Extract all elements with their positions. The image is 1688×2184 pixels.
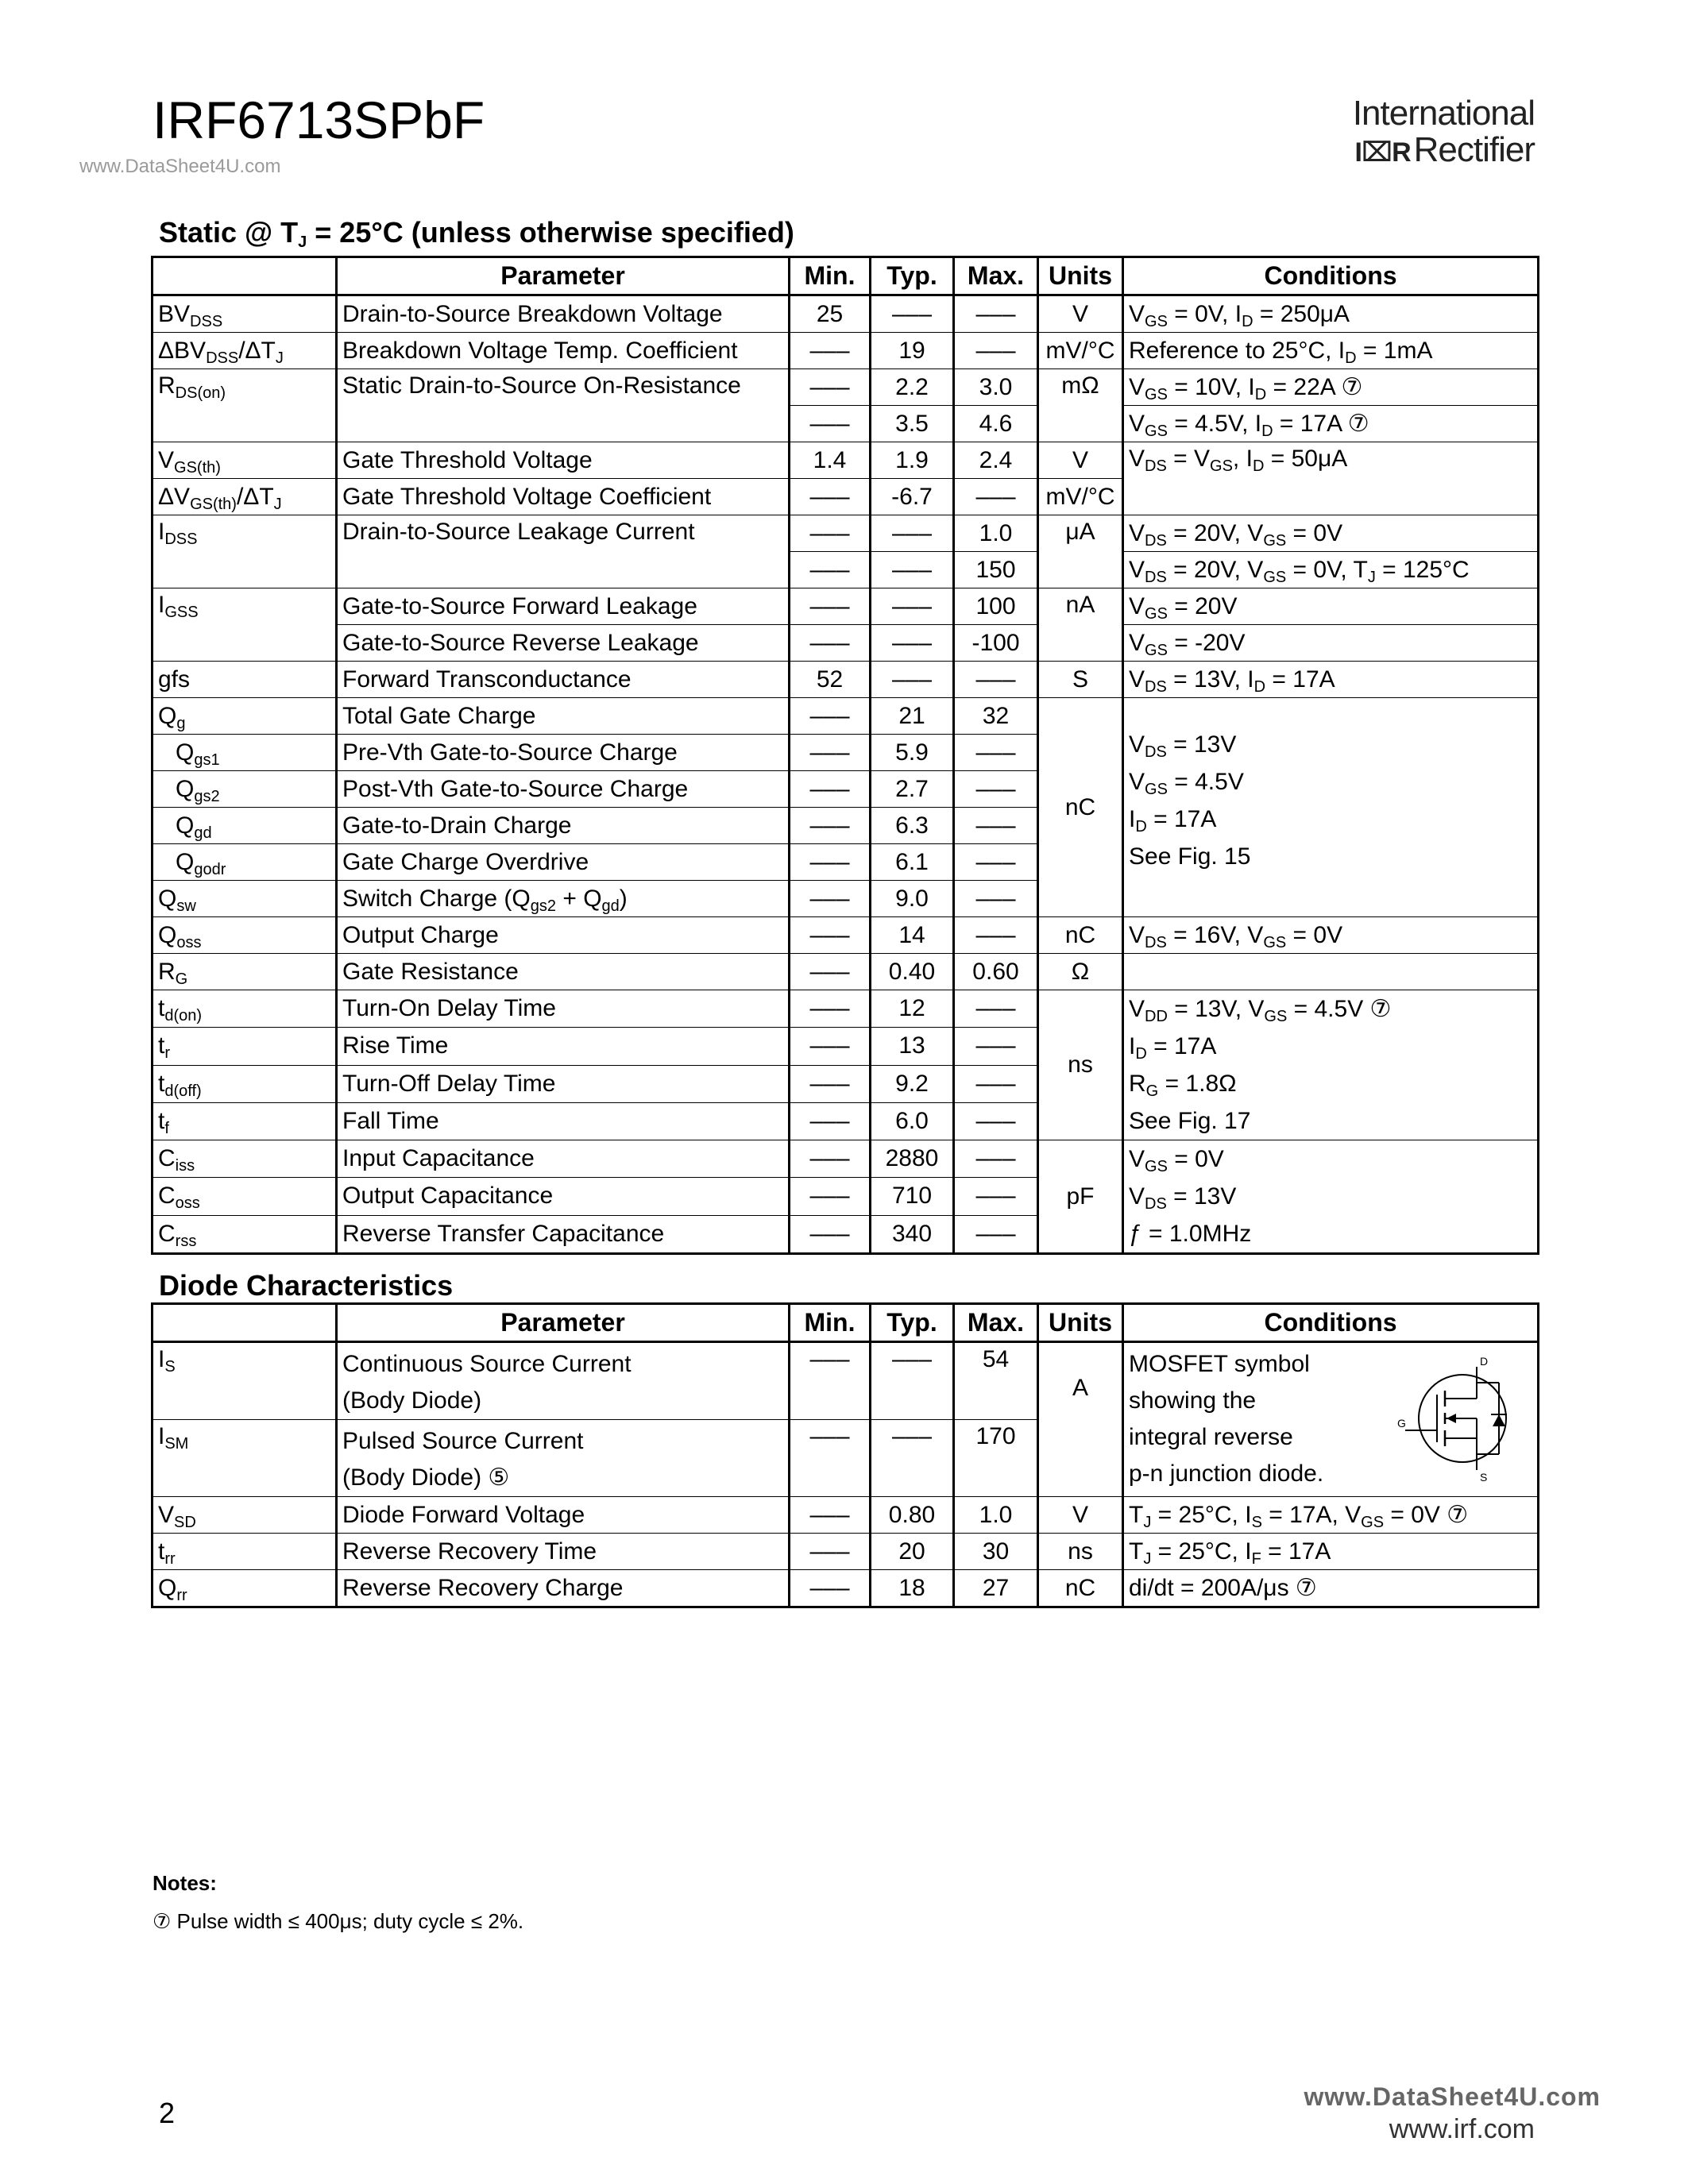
min-cell: –––	[790, 1570, 871, 1607]
page-number: 2	[159, 2097, 176, 2129]
min-cell: –––	[790, 479, 871, 515]
typ-cell: –––	[871, 515, 954, 552]
header-typ: Typ.	[871, 1304, 954, 1342]
condition-cell: di/dt = 200A/μs ⑦	[1123, 1570, 1539, 1607]
note-item: ⑦ Pulse width ≤ 400μs; duty cycle ≤ 2%.	[153, 1909, 524, 1933]
typ-cell: 3.5	[871, 406, 954, 442]
max-cell: –––	[954, 662, 1038, 698]
parameter-cell: Drain-to-Source Breakdown Voltage	[337, 295, 790, 333]
table-row	[153, 1570, 1539, 1607]
symbol-cell: $Q_{gs2}$	[153, 771, 337, 808]
min-cell: –––	[790, 808, 871, 844]
max-cell: 2.4	[954, 442, 1038, 479]
max-cell: -100	[954, 625, 1038, 662]
max-cell: –––	[954, 808, 1038, 844]
min-cell: 52	[790, 662, 871, 698]
website-link[interactable]: www.irf.com	[1389, 2114, 1535, 2144]
min-cell: –––	[790, 1102, 871, 1140]
min-cell: –––	[790, 735, 871, 771]
condition-cell: $V_{GS} = 10V$, $I_D = 22A$ ⑦	[1123, 369, 1539, 406]
max-cell: –––	[954, 479, 1038, 515]
table-row	[153, 625, 1539, 662]
parameter-cell: Post-Vth Gate-to-Source Charge	[337, 771, 790, 808]
max-cell: –––	[954, 1215, 1038, 1253]
max-cell: –––	[954, 295, 1038, 333]
typ-cell: 12	[871, 990, 954, 1028]
unit-cell: Ω	[1038, 954, 1123, 990]
condition-cell: $T_J = 25^\circ C$, $I_F = 17A$	[1123, 1534, 1539, 1570]
min-cell: –––	[790, 917, 871, 954]
unit-cell: nC	[1038, 1570, 1123, 1607]
max-cell: 1.0	[954, 515, 1038, 552]
parameter-cell: Reverse Transfer Capacitance	[337, 1215, 790, 1253]
min-cell: –––	[790, 1420, 871, 1497]
part-number-title: IRF6713SPbF	[153, 91, 485, 149]
min-cell: –––	[790, 588, 871, 625]
logo-rectifier-word: Rectifier	[1413, 130, 1535, 170]
min-cell: –––	[790, 1178, 871, 1215]
unit-cell: S	[1038, 662, 1123, 698]
max-cell: –––	[954, 771, 1038, 808]
unit-cell: nC	[1038, 917, 1123, 954]
header-units: Units	[1038, 257, 1123, 295]
max-cell: –––	[954, 881, 1038, 917]
typ-cell: 0.40	[871, 954, 954, 990]
source-label: S	[1480, 1471, 1488, 1484]
min-cell: –––	[790, 881, 871, 917]
condition-cell: $T_J = 25^\circ C$, $I_S = 17A$, $V_{GS} = 0V$ ⑦	[1123, 1497, 1539, 1534]
symbol-cell: $V_{SD}$	[153, 1497, 337, 1534]
typ-cell: 9.0	[871, 881, 954, 917]
symbol-cell: $Q_{oss}$	[153, 917, 337, 954]
table-header-row	[153, 257, 1539, 295]
min-cell: –––	[790, 406, 871, 442]
header-conditions: Conditions	[1123, 1304, 1539, 1342]
ior-logo-mark: I⌧R	[1354, 137, 1411, 168]
unit-cell: nC	[1038, 698, 1123, 917]
typ-cell: 2.7	[871, 771, 954, 808]
min-cell: –––	[790, 552, 871, 588]
max-cell: 100	[954, 588, 1038, 625]
header-units: Units	[1038, 1304, 1123, 1342]
parameter-cell: Output Charge	[337, 917, 790, 954]
symbol-cell: $I_{SM}$	[153, 1420, 337, 1497]
condition-cell	[1123, 954, 1539, 990]
static-section-title: Static @ $T_J = 25^\circ C$ (unless otherwise specified)	[159, 216, 794, 251]
min-cell: –––	[790, 844, 871, 881]
parameter-cell: Breakdown Voltage Temp. Coefficient	[337, 333, 790, 369]
unit-cell: mV/°C	[1038, 479, 1123, 515]
max-cell: –––	[954, 844, 1038, 881]
symbol-cell: $R_G$	[153, 954, 337, 990]
typ-cell: -6.7	[871, 479, 954, 515]
watermark-bottom[interactable]: www.DataSheet4U.com	[1304, 2082, 1601, 2111]
header-symbol	[153, 1304, 337, 1342]
typ-cell: –––	[871, 588, 954, 625]
header-max: Max.	[954, 257, 1038, 295]
typ-cell: 18	[871, 1570, 954, 1607]
notes-title: Notes:	[153, 1871, 217, 1895]
typ-cell: –––	[871, 662, 954, 698]
typ-cell: 14	[871, 917, 954, 954]
header-typ: Typ.	[871, 257, 954, 295]
parameter-cell: Input Capacitance	[337, 1140, 790, 1178]
max-cell: –––	[954, 1028, 1038, 1065]
unit-cell: V	[1038, 295, 1123, 333]
header-min: Min.	[790, 257, 871, 295]
condition-cell: $V_{GS} = 0V$ $V_{DS} = 13V$ ƒ = 1.0MHz	[1123, 1140, 1539, 1254]
parameter-cell: Rise Time	[337, 1028, 790, 1065]
parameter-cell: Reverse Recovery Charge	[337, 1570, 790, 1607]
min-cell: –––	[790, 1140, 871, 1178]
min-cell: –––	[790, 954, 871, 990]
max-cell: 27	[954, 1570, 1038, 1607]
parameter-cell: Turn-On Delay Time	[337, 990, 790, 1028]
logo-line-rectifier	[1353, 132, 1535, 168]
max-cell: –––	[954, 1102, 1038, 1140]
parameter-cell: Pre-Vth Gate-to-Source Charge	[337, 735, 790, 771]
table-row	[153, 1497, 1539, 1534]
logo-line-international: International	[1352, 94, 1535, 133]
max-cell: 3.0	[954, 369, 1038, 406]
typ-cell: 9.2	[871, 1065, 954, 1102]
parameter-cell: Gate Resistance	[337, 954, 790, 990]
symbol-cell: $t_{d(off)}$	[153, 1065, 337, 1102]
symbol-cell: $R_{DS(on)}$	[153, 369, 337, 442]
symbol-cell: $C_{iss}$	[153, 1140, 337, 1178]
table-row	[153, 1140, 1539, 1178]
unit-cell: A	[1038, 1342, 1123, 1497]
condition-cell: $V_{DS} = 20V$, $V_{GS} = 0V$, $T_J = 125^\circ C$	[1123, 552, 1539, 588]
min-cell: 1.4	[790, 442, 871, 479]
condition-cell: Reference to 25°C, $I_D = 1mA$	[1123, 333, 1539, 369]
parameter-cell: Drain-to-Source Leakage Current	[337, 515, 790, 588]
static-characteristics-table	[151, 256, 1539, 1255]
symbol-cell: $C_{oss}$	[153, 1178, 337, 1215]
condition-cell: $V_{DS} = 20V$, $V_{GS} = 0V$	[1123, 515, 1539, 552]
table-row	[153, 333, 1539, 369]
min-cell: –––	[790, 990, 871, 1028]
symbol-cell: $BV_{DSS}$	[153, 295, 337, 333]
diode-section-title: Diode Characteristics	[159, 1269, 454, 1302]
max-cell: –––	[954, 1178, 1038, 1215]
min-cell: –––	[790, 1215, 871, 1253]
symbol-cell: $t_r$	[153, 1028, 337, 1065]
unit-cell: mV/°C	[1038, 333, 1123, 369]
typ-cell: 0.80	[871, 1497, 954, 1534]
table-header-row	[153, 1304, 1539, 1342]
typ-cell: 19	[871, 333, 954, 369]
unit-cell: nA	[1038, 588, 1123, 662]
unit-cell: ns	[1038, 1534, 1123, 1570]
table-row	[153, 990, 1539, 1028]
typ-cell: 20	[871, 1534, 954, 1570]
min-cell: –––	[790, 1342, 871, 1420]
parameter-cell: Diode Forward Voltage	[337, 1497, 790, 1534]
typ-cell: 710	[871, 1178, 954, 1215]
typ-cell: 21	[871, 698, 954, 735]
drain-label: D	[1480, 1355, 1489, 1368]
symbol-cell: $t_{d(on)}$	[153, 990, 337, 1028]
typ-cell: –––	[871, 552, 954, 588]
diode-characteristics-table	[151, 1302, 1539, 1608]
unit-cell: mΩ	[1038, 369, 1123, 442]
min-cell: –––	[790, 1028, 871, 1065]
min-cell: –––	[790, 515, 871, 552]
max-cell: 0.60	[954, 954, 1038, 990]
table-row	[153, 515, 1539, 552]
symbol-cell: $t_{rr}$	[153, 1534, 337, 1570]
max-cell: –––	[954, 990, 1038, 1028]
max-cell: –––	[954, 917, 1038, 954]
condition-cell: $V_{GS} = 20V$	[1123, 588, 1539, 625]
symbol-cell: gfs	[153, 662, 337, 698]
symbol-cell: $Q_{gs1}$	[153, 735, 337, 771]
table-row	[153, 369, 1539, 406]
parameter-cell: Forward Transconductance	[337, 662, 790, 698]
parameter-cell: Gate Threshold Voltage	[337, 442, 790, 479]
header-parameter: Parameter	[337, 257, 790, 295]
unit-cell: ns	[1038, 990, 1123, 1140]
min-cell: –––	[790, 333, 871, 369]
unit-cell: μA	[1038, 515, 1123, 588]
symbol-cell: $Q_{sw}$	[153, 881, 337, 917]
parameter-cell: Gate Charge Overdrive	[337, 844, 790, 881]
symbol-cell: $\Delta BV_{DSS}/\Delta T_J$	[153, 333, 337, 369]
watermark-top[interactable]: www.DataSheet4U.com	[79, 156, 281, 177]
typ-cell: –––	[871, 295, 954, 333]
symbol-cell: $Q_{godr}$	[153, 844, 337, 881]
max-cell: 1.0	[954, 1497, 1038, 1534]
table-row	[153, 295, 1539, 333]
min-cell: –––	[790, 1534, 871, 1570]
parameter-cell: Reverse Recovery Time	[337, 1534, 790, 1570]
max-cell: 170	[954, 1420, 1038, 1497]
max-cell: 32	[954, 698, 1038, 735]
condition-cell: $V_{GS} = 4.5V$, $I_D = 17A$ ⑦	[1123, 406, 1539, 442]
unit-cell: V	[1038, 1497, 1123, 1534]
gate-label: G	[1397, 1417, 1406, 1430]
parameter-cell: Static Drain-to-Source On-Resistance	[337, 369, 790, 442]
unit-cell: V	[1038, 442, 1123, 479]
typ-cell: 6.0	[871, 1102, 954, 1140]
max-cell: 4.6	[954, 406, 1038, 442]
parameter-cell: Gate-to-Source Reverse Leakage	[337, 625, 790, 662]
min-cell: –––	[790, 1065, 871, 1102]
symbol-cell: $I_S$	[153, 1342, 337, 1420]
symbol-cell: $C_{rss}$	[153, 1215, 337, 1253]
min-cell: –––	[790, 369, 871, 406]
typ-cell: 2880	[871, 1140, 954, 1178]
typ-cell: 6.1	[871, 844, 954, 881]
header-conditions: Conditions	[1123, 257, 1539, 295]
parameter-cell: Gate-to-Source Forward Leakage	[337, 588, 790, 625]
min-cell: 25	[790, 295, 871, 333]
company-logo	[1353, 95, 1535, 168]
typ-cell: 2.2	[871, 369, 954, 406]
header-max: Max.	[954, 1304, 1038, 1342]
unit-cell: pF	[1038, 1140, 1123, 1254]
symbol-cell: $\Delta V_{GS(th)}/\Delta T_J$	[153, 479, 337, 515]
min-cell: –––	[790, 698, 871, 735]
max-cell: 54	[954, 1342, 1038, 1420]
table-row	[153, 442, 1539, 479]
typ-cell: 340	[871, 1215, 954, 1253]
symbol-cell: $Q_{gd}$	[153, 808, 337, 844]
header-min: Min.	[790, 1304, 871, 1342]
table-row	[153, 917, 1539, 954]
parameter-cell: Total Gate Charge	[337, 698, 790, 735]
max-cell: –––	[954, 735, 1038, 771]
condition-cell: $V_{DS} = 13V$ $V_{GS} = 4.5V$ $I_D = 17A$ See Fig. 15	[1123, 698, 1539, 917]
symbol-cell: $Q_{rr}$	[153, 1570, 337, 1607]
table-row	[153, 1342, 1539, 1420]
table-row	[153, 1534, 1539, 1570]
parameter-cell: Fall Time	[337, 1102, 790, 1140]
max-cell: –––	[954, 1065, 1038, 1102]
header-parameter: Parameter	[337, 1304, 790, 1342]
typ-cell: 5.9	[871, 735, 954, 771]
parameter-cell: Pulsed Source Current (Body Diode) ⑤	[337, 1420, 790, 1497]
typ-cell: –––	[871, 1420, 954, 1497]
symbol-cell: $I_{DSS}$	[153, 515, 337, 588]
parameter-cell: Switch Charge $(Q_{gs2} + Q_{gd})$	[337, 881, 790, 917]
table-row	[153, 662, 1539, 698]
max-cell: 30	[954, 1534, 1038, 1570]
symbol-cell: $V_{GS(th)}$	[153, 442, 337, 479]
condition-cell: $V_{GS} = -20V$	[1123, 625, 1539, 662]
parameter-cell: Continuous Source Current (Body Diode)	[337, 1342, 790, 1420]
table-row	[153, 588, 1539, 625]
symbol-cell: $I_{GSS}$	[153, 588, 337, 662]
typ-cell: 1.9	[871, 442, 954, 479]
table-row	[153, 698, 1539, 735]
condition-cell: $V_{GS} = 0V$, $I_D = 250\mu A$	[1123, 295, 1539, 333]
min-cell: –––	[790, 625, 871, 662]
parameter-cell: Turn-Off Delay Time	[337, 1065, 790, 1102]
mosfet-symbol-block: MOSFET symbol showing the integral reverse p-n junction diode. D G S	[1129, 1346, 1532, 1492]
max-cell: –––	[954, 333, 1038, 369]
condition-cell	[1123, 1342, 1539, 1497]
condition-cell: $V_{DS} = 13V$, $I_D = 17A$	[1123, 662, 1539, 698]
min-cell: –––	[790, 1497, 871, 1534]
condition-cell: $V_{DS} = V_{GS}$, $I_D = 50\mu A$	[1123, 442, 1539, 515]
typ-cell: 13	[871, 1028, 954, 1065]
symbol-cell: $t_f$	[153, 1102, 337, 1140]
typ-cell: 6.3	[871, 808, 954, 844]
header-symbol	[153, 257, 337, 295]
max-cell: 150	[954, 552, 1038, 588]
parameter-cell: Gate Threshold Voltage Coefficient	[337, 479, 790, 515]
table-row	[153, 954, 1539, 990]
min-cell: –––	[790, 771, 871, 808]
parameter-cell: Gate-to-Drain Charge	[337, 808, 790, 844]
typ-cell: –––	[871, 1342, 954, 1420]
condition-cell: $V_{DD} = 13V$, $V_{GS} = 4.5V$ ⑦ $I_D = 17A$ $R_G = 1.8\Omega$ See Fig. 17	[1123, 990, 1539, 1140]
parameter-cell: Output Capacitance	[337, 1178, 790, 1215]
condition-cell: $V_{DS} = 16V$, $V_{GS} = 0V$	[1123, 917, 1539, 954]
typ-cell: –––	[871, 625, 954, 662]
symbol-cell: $Q_g$	[153, 698, 337, 735]
mosfet-diode-schematic-icon	[1397, 1351, 1516, 1486]
max-cell: –––	[954, 1140, 1038, 1178]
